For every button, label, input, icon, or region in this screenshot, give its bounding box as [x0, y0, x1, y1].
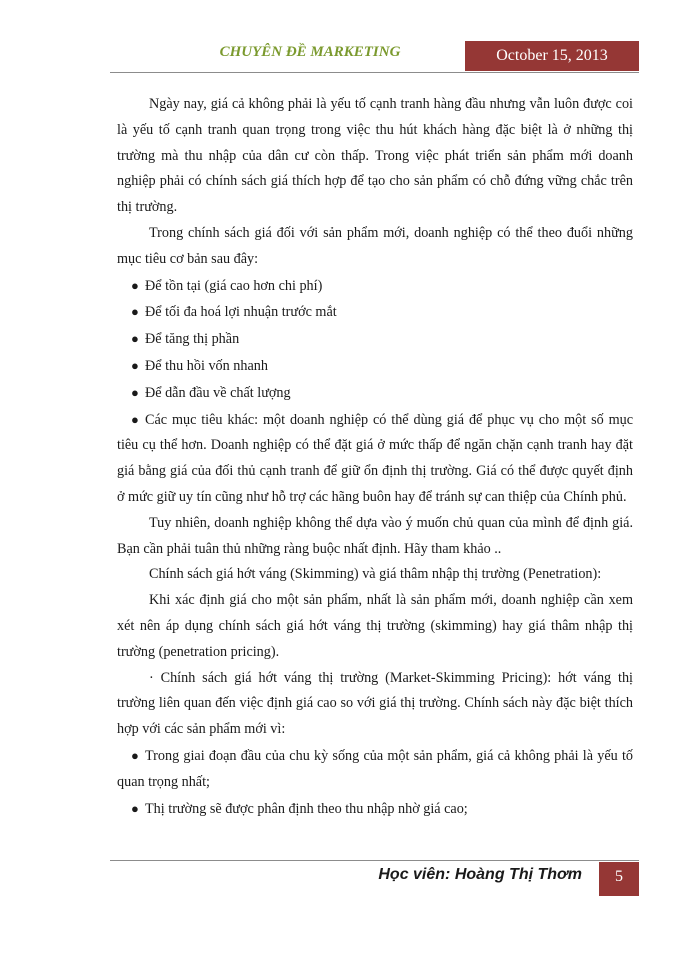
bullet-text: Trong giai đoạn đầu của chu kỳ sống của một sản phẩm, giá cả không phải là yếu tố quan trọng nhất; — [117, 747, 633, 790]
paragraph-intro: Ngày nay, giá cả không phải là yếu tố cạnh tranh hàng đầu nhưng vẫn luôn được coi là yếu tố cạnh tranh quan trọng trong việc thu hút khách hàng đặc biệt là ở những thị trường mà thu nhập của dân cư còn thấp. Trong việc phát triển sản phẩm mới doanh nghiệp phải có chính sách giá thích hợp để tạo cho sản phẩm có chỗ đứng vững chắc trên thị trường. — [117, 96, 633, 216]
bullet-text: Để dẫn đầu về chất lượng — [145, 384, 291, 401]
document-body — [117, 92, 633, 822]
bullet-item — [117, 743, 633, 796]
header-date-badge: October 15, 2013 — [465, 41, 639, 71]
bullet-icon: ● — [131, 331, 139, 347]
bullet-text: Các mục tiêu khác: một doanh nghiệp có thể dùng giá để phục vụ cho một số mục tiêu cụ thể hơn. Doanh nghiệp có thể đặt giá ở mức thấp để ngăn chặn cạnh tranh hay đặt giá bằng giá của đối thủ cạnh tranh để giữ ổn định thị trường. Giá có thể được quyết định ở mức giữ uy tín cũng như hỗ trợ các hãng buôn hay để tránh sự can thiệp của Chính phủ. — [117, 411, 633, 505]
paragraph-skimming-definition: · Chính sách giá hớt váng thị trường (Market-Skimming Pricing): hớt váng thị trường liên quan đến việc định giá cao so với giá thị trường. Chính sách này đặc biệt thích hợp với các sản phẩm mới vì: — [117, 669, 633, 738]
bullet-icon: ● — [131, 747, 139, 763]
bullet-text: Để tăng thị phần — [145, 331, 240, 348]
bullet-item — [117, 353, 633, 380]
header-divider — [110, 72, 639, 73]
bullet-icon: ● — [131, 800, 139, 816]
bullet-item — [117, 326, 633, 353]
header-title: CHUYÊN ĐỀ MARKETING — [219, 44, 401, 60]
paragraph-skimming-heading: Chính sách giá hớt váng (Skimming) và giá thâm nhập thị trường (Penetration): — [149, 566, 602, 583]
bullet-text: Để tồn tại (giá cao hơn chi phí) — [145, 277, 323, 294]
bullet-icon: ● — [131, 277, 139, 293]
bullet-item — [117, 273, 633, 300]
bullet-other-goals — [117, 407, 633, 511]
bullet-text: Để tối đa hoá lợi nhuận trước mắt — [145, 304, 337, 321]
bullet-item — [117, 796, 633, 823]
bullet-item — [117, 299, 633, 326]
paragraph-pricing-choice: Khi xác định giá cho một sản phẩm, nhất là sản phẩm mới, doanh nghiệp cần xem xét nên áp dụng chính sách giá hớt váng thị trường (skimming) hay giá thâm nhập thị trường (penetration pricing). — [117, 592, 633, 660]
bullet-text: Để thu hồi vốn nhanh — [145, 357, 268, 374]
paragraph-objectives: Trong chính sách giá đối với sản phẩm mới, doanh nghiệp có thể theo đuổi những mục tiêu cơ bản sau đây: — [117, 224, 633, 267]
bullet-item — [117, 380, 633, 407]
footer-divider — [110, 860, 639, 861]
bullet-icon: ● — [131, 411, 139, 427]
bullet-icon: ● — [131, 357, 139, 373]
bullet-icon: ● — [131, 384, 139, 400]
bullet-icon: ● — [131, 304, 139, 320]
bullet-text: Thị trường sẽ được phân định theo thu nhập nhờ giá cao; — [145, 800, 468, 817]
page-number-badge: 5 — [599, 862, 639, 896]
paragraph-constraints: Tuy nhiên, doanh nghiệp không thể dựa vào ý muốn chủ quan của mình để định giá. Bạn cần phải tuân thủ những ràng buộc nhất định. Hãy tham khảo .. — [117, 514, 633, 557]
footer-student-name: Học viên: Hoàng Thị Thơm — [378, 866, 582, 883]
